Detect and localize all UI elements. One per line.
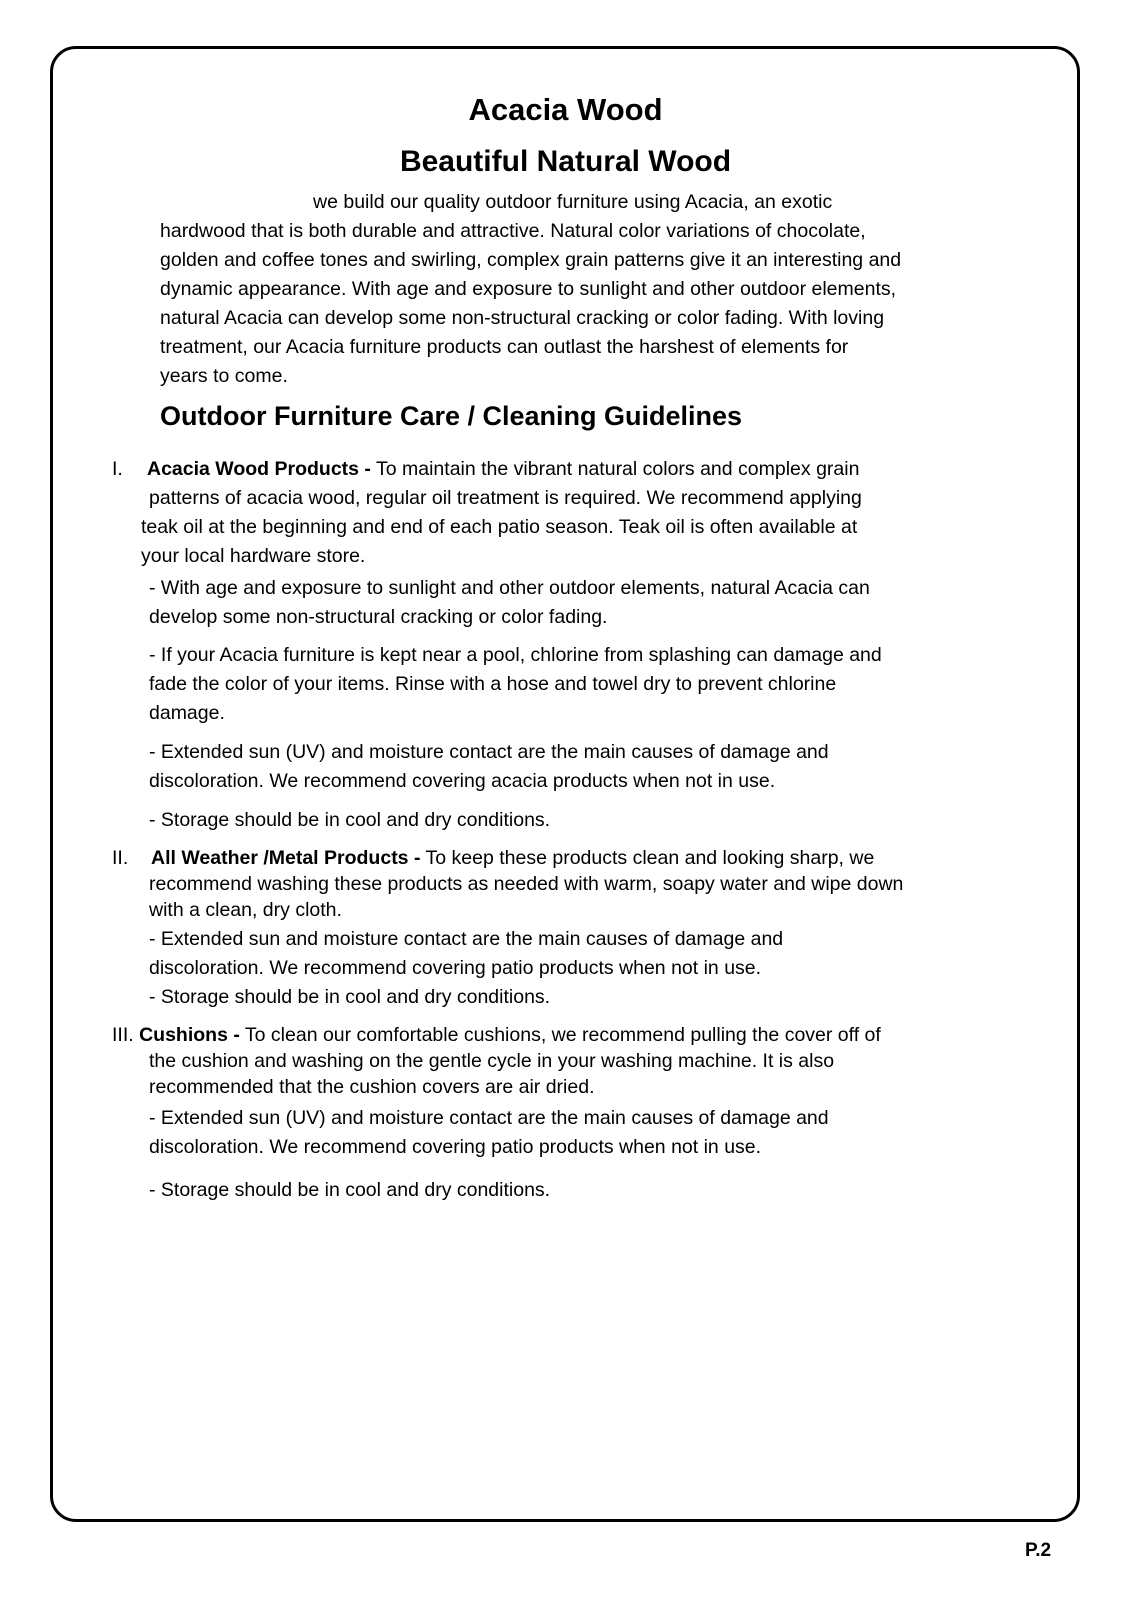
section-number: I. <box>112 458 123 480</box>
section-line: the cushion and washing on the gentle cycle in your washing machine. It is also <box>149 1050 835 1072</box>
intro-line: treatment, our Acacia furniture products can outlast the harshest of elements for <box>160 336 849 358</box>
section-line: teak oil at the beginning and end of each patio season. Teak oil is often available at <box>141 516 858 538</box>
section-number: II. <box>112 847 129 869</box>
bullet-line: discoloration. We recommend covering acacia products when not in use. <box>149 770 776 792</box>
intro-line: natural Acacia can develop some non-structural cracking or color fading. With loving <box>160 307 885 329</box>
bullet-line: - Storage should be in cool and dry conditions. <box>149 986 551 1008</box>
section-first-line <box>147 455 859 484</box>
section-line: recommended that the cushion covers are air dried. <box>149 1076 595 1098</box>
section-heading: All Weather /Metal Products - <box>151 847 421 869</box>
bullet-line: discoloration. We recommend covering patio products when not in use. <box>149 1136 762 1158</box>
section-heading: Cushions - <box>139 1024 240 1046</box>
bullet-line: - Extended sun (UV) and moisture contact are the main causes of damage and <box>149 1107 829 1129</box>
intro-line: dynamic appearance. With age and exposure to sunlight and other outdoor elements, <box>160 278 897 300</box>
bullet-line: - Extended sun (UV) and moisture contact are the main causes of damage and <box>149 741 829 763</box>
bullet-line: discoloration. We recommend covering patio products when not in use. <box>149 957 762 979</box>
bullet-line: - With age and exposure to sunlight and other outdoor elements, natural Acacia can <box>149 577 870 599</box>
section-lead: To clean our comfortable cushions, we recommend pulling the cover off of <box>239 1024 881 1046</box>
section-lead: To keep these products clean and looking sharp, we <box>420 847 875 869</box>
page-subtitle: Beautiful Natural Wood <box>399 145 732 178</box>
section-heading: Acacia Wood Products - <box>147 458 371 480</box>
intro-line: golden and coffee tones and swirling, complex grain patterns give it an interesting and <box>160 249 902 271</box>
bullet-line: damage. <box>149 702 225 724</box>
section-line: with a clean, dry cloth. <box>149 899 342 921</box>
page-number: P.2 <box>1025 1540 1052 1561</box>
section-first-line <box>151 844 874 873</box>
section-number: III. <box>112 1024 134 1046</box>
section-first-line <box>112 1021 881 1050</box>
section-lead: To maintain the vibrant natural colors and complex grain <box>370 458 860 480</box>
intro-line: hardwood that is both durable and attractive. Natural color variations of chocolate, <box>160 220 866 242</box>
bullet-line: - If your Acacia furniture is kept near a pool, chlorine from splashing can damage and <box>149 644 882 666</box>
section-line: recommend washing these products as needed with warm, soapy water and wipe down <box>149 873 904 895</box>
intro-line: we build our quality outdoor furniture using Acacia, an exotic <box>313 191 833 213</box>
bullet-line: - Extended sun and moisture contact are the main causes of damage and <box>149 928 784 950</box>
bullet-line: - Storage should be in cool and dry conditions. <box>149 809 551 831</box>
care-heading: Outdoor Furniture Care / Cleaning Guidelines <box>160 401 743 431</box>
page-title: Acacia Wood <box>468 92 663 127</box>
section-line: patterns of acacia wood, regular oil treatment is required. We recommend applying <box>149 487 862 509</box>
section-line: your local hardware store. <box>141 545 366 567</box>
intro-line: years to come. <box>160 365 288 387</box>
bullet-line: develop some non-structural cracking or color fading. <box>149 606 608 628</box>
bullet-line: - Storage should be in cool and dry conditions. <box>149 1179 551 1201</box>
bullet-line: fade the color of your items. Rinse with a hose and towel dry to prevent chlorine <box>149 673 837 695</box>
